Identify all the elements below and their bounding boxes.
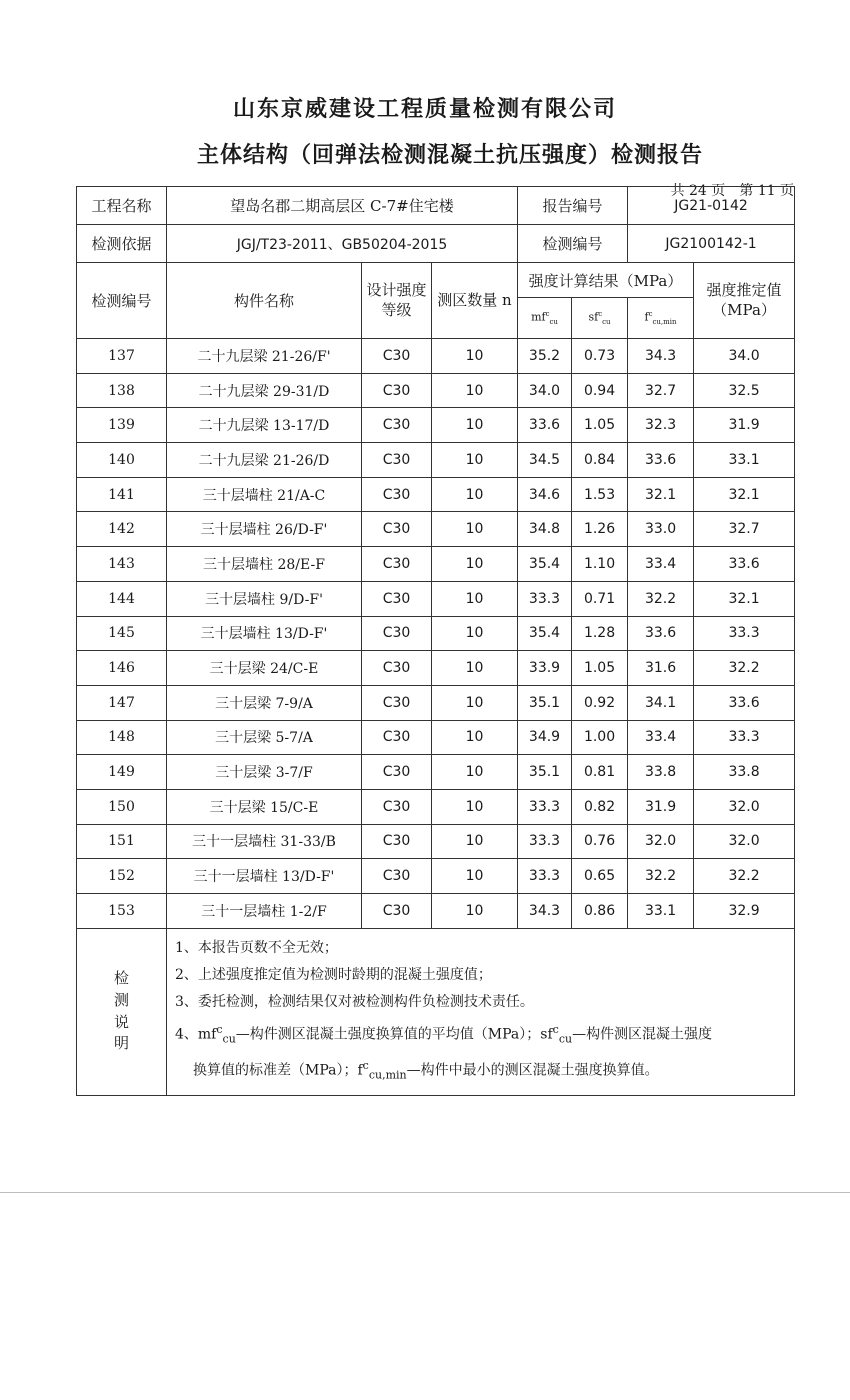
cell-sd: 0.82 bbox=[572, 789, 628, 824]
report-no-label: 报告编号 bbox=[518, 187, 628, 225]
col-header-component: 构件名称 bbox=[167, 263, 362, 339]
cell-component: 三十层梁 15/C-E bbox=[167, 789, 362, 824]
cell-estimate: 32.0 bbox=[694, 789, 795, 824]
notes-label-char: 明 bbox=[113, 1034, 129, 1053]
note-1: 1、本报告页数不全无效； bbox=[175, 939, 338, 956]
cell-estimate: 33.3 bbox=[694, 616, 795, 651]
cell-estimate: 32.0 bbox=[694, 824, 795, 859]
cell-grade: C30 bbox=[362, 339, 432, 374]
cell-min: 34.1 bbox=[628, 685, 694, 720]
cell-sd: 0.84 bbox=[572, 443, 628, 478]
report-table bbox=[76, 186, 795, 1096]
cell-zones: 10 bbox=[432, 789, 518, 824]
cell-min: 32.7 bbox=[628, 373, 694, 408]
cell-zones: 10 bbox=[432, 824, 518, 859]
cell-id: 153 bbox=[77, 894, 167, 929]
basis-label: 检测依据 bbox=[77, 225, 167, 263]
cell-component: 三十层梁 3-7/F bbox=[167, 755, 362, 790]
cell-sd: 0.76 bbox=[572, 824, 628, 859]
project-value: 望岛名郡二期高层区 C-7#住宅楼 bbox=[167, 187, 518, 225]
cell-id: 139 bbox=[77, 408, 167, 443]
cell-zones: 10 bbox=[432, 651, 518, 686]
cell-zones: 10 bbox=[432, 581, 518, 616]
note-3: 3、委托检测，检测结果仅对被检测构件负检测技术责任。 bbox=[175, 993, 534, 1010]
cell-id: 148 bbox=[77, 720, 167, 755]
table-row bbox=[77, 512, 795, 547]
notes-row bbox=[77, 928, 795, 1095]
cell-estimate: 32.1 bbox=[694, 581, 795, 616]
report-title: 主体结构（回弹法检测混凝土抗压强度）检测报告 bbox=[196, 143, 703, 168]
cell-mean: 33.3 bbox=[518, 789, 572, 824]
table-row bbox=[77, 685, 795, 720]
cell-mean: 33.3 bbox=[518, 859, 572, 894]
cell-sd: 0.94 bbox=[572, 373, 628, 408]
cell-zones: 10 bbox=[432, 408, 518, 443]
cell-min: 31.9 bbox=[628, 789, 694, 824]
meta-row-project bbox=[77, 187, 795, 225]
cell-mean: 34.5 bbox=[518, 443, 572, 478]
cell-zones: 10 bbox=[432, 755, 518, 790]
cell-sd: 0.81 bbox=[572, 755, 628, 790]
table-row bbox=[77, 859, 795, 894]
cell-component: 三十一层墙柱 31-33/B bbox=[167, 824, 362, 859]
cell-component: 三十层墙柱 28/E-F bbox=[167, 547, 362, 582]
cell-sd: 0.73 bbox=[572, 339, 628, 374]
col-header-grade: 设计强度等级 bbox=[362, 263, 432, 339]
col-header-mean: $mf^c_{cu}$ bbox=[518, 298, 572, 339]
cell-mean: 35.4 bbox=[518, 547, 572, 582]
cell-estimate: 33.8 bbox=[694, 755, 795, 790]
cell-mean: 33.3 bbox=[518, 824, 572, 859]
cell-sd: 0.86 bbox=[572, 894, 628, 929]
cell-id: 146 bbox=[77, 651, 167, 686]
cell-component: 三十层墙柱 21/A-C bbox=[167, 477, 362, 512]
cell-sd: 1.00 bbox=[572, 720, 628, 755]
basis-value: JGJ/T23-2011、GB50204-2015 bbox=[167, 225, 518, 263]
col-header-id: 检测编号 bbox=[77, 263, 167, 339]
cell-min: 32.0 bbox=[628, 824, 694, 859]
cell-zones: 10 bbox=[432, 685, 518, 720]
notes-label-char: 说 bbox=[113, 1012, 129, 1031]
cell-grade: C30 bbox=[362, 720, 432, 755]
cell-component: 三十层墙柱 26/D-F' bbox=[167, 512, 362, 547]
cell-grade: C30 bbox=[362, 894, 432, 929]
cell-grade: C30 bbox=[362, 547, 432, 582]
cell-sd: 1.05 bbox=[572, 408, 628, 443]
report-no-value: JG21-0142 bbox=[628, 187, 795, 225]
cell-zones: 10 bbox=[432, 477, 518, 512]
cell-component: 三十层墙柱 13/D-F' bbox=[167, 616, 362, 651]
test-no-label: 检测编号 bbox=[518, 225, 628, 263]
cell-grade: C30 bbox=[362, 443, 432, 478]
cell-id: 138 bbox=[77, 373, 167, 408]
project-label: 工程名称 bbox=[77, 187, 167, 225]
cell-id: 151 bbox=[77, 824, 167, 859]
col-header-zones: 测区数量 n bbox=[432, 263, 518, 339]
cell-mean: 35.1 bbox=[518, 755, 572, 790]
cell-mean: 33.3 bbox=[518, 581, 572, 616]
cell-zones: 10 bbox=[432, 373, 518, 408]
cell-zones: 10 bbox=[432, 443, 518, 478]
cell-grade: C30 bbox=[362, 859, 432, 894]
cell-sd: 0.65 bbox=[572, 859, 628, 894]
cell-zones: 10 bbox=[432, 547, 518, 582]
cell-id: 140 bbox=[77, 443, 167, 478]
note-4: 4、$mf^c_{cu}—$构件测区混凝土强度换算值的平均值（MPa）；$sf^c_{cu}—$构件测区混凝土强度 bbox=[175, 1022, 713, 1046]
cell-mean: 35.4 bbox=[518, 616, 572, 651]
cell-id: 141 bbox=[77, 477, 167, 512]
col-header-sd: $sf^c_{cu}$ bbox=[572, 298, 628, 339]
col-header-min: $f^c_{cu,min}$ bbox=[628, 298, 694, 339]
cell-id: 147 bbox=[77, 685, 167, 720]
table-row bbox=[77, 339, 795, 374]
cell-min: 33.6 bbox=[628, 443, 694, 478]
cell-mean: 33.9 bbox=[518, 651, 572, 686]
cell-mean: 34.9 bbox=[518, 720, 572, 755]
cell-sd: 0.92 bbox=[572, 685, 628, 720]
cell-grade: C30 bbox=[362, 789, 432, 824]
notes-label-char: 测 bbox=[113, 990, 129, 1009]
cell-mean: 35.2 bbox=[518, 339, 572, 374]
table-row bbox=[77, 477, 795, 512]
cell-id: 150 bbox=[77, 789, 167, 824]
cell-grade: C30 bbox=[362, 373, 432, 408]
cell-estimate: 32.7 bbox=[694, 512, 795, 547]
cell-estimate: 32.2 bbox=[694, 651, 795, 686]
cell-grade: C30 bbox=[362, 616, 432, 651]
col-header-estimate: 强度推定值（MPa） bbox=[694, 263, 795, 339]
table-row bbox=[77, 547, 795, 582]
cell-min: 33.0 bbox=[628, 512, 694, 547]
page-divider bbox=[0, 1192, 850, 1193]
header-row-1 bbox=[77, 263, 795, 298]
cell-grade: C30 bbox=[362, 581, 432, 616]
cell-id: 137 bbox=[77, 339, 167, 374]
table-row bbox=[77, 616, 795, 651]
cell-component: 二十九层梁 21-26/F' bbox=[167, 339, 362, 374]
table-row bbox=[77, 408, 795, 443]
company-name: 山东京威建设工程质量检测有限公司 bbox=[232, 97, 617, 122]
cell-component: 三十一层墙柱 13/D-F' bbox=[167, 859, 362, 894]
cell-component: 三十层梁 7-9/A bbox=[167, 685, 362, 720]
table-row bbox=[77, 755, 795, 790]
cell-min: 32.2 bbox=[628, 581, 694, 616]
cell-min: 33.1 bbox=[628, 894, 694, 929]
cell-zones: 10 bbox=[432, 339, 518, 374]
cell-sd: 1.28 bbox=[572, 616, 628, 651]
cell-grade: C30 bbox=[362, 477, 432, 512]
cell-min: 33.8 bbox=[628, 755, 694, 790]
cell-zones: 10 bbox=[432, 894, 518, 929]
cell-component: 三十层墙柱 9/D-F' bbox=[167, 581, 362, 616]
cell-zones: 10 bbox=[432, 512, 518, 547]
table-row bbox=[77, 443, 795, 478]
cell-min: 33.4 bbox=[628, 720, 694, 755]
current-page: 第 11 页 bbox=[739, 183, 794, 199]
cell-id: 149 bbox=[77, 755, 167, 790]
cell-estimate: 32.2 bbox=[694, 859, 795, 894]
table-row bbox=[77, 720, 795, 755]
cell-grade: C30 bbox=[362, 651, 432, 686]
notes-content bbox=[167, 928, 795, 1095]
table-row bbox=[77, 789, 795, 824]
cell-estimate: 33.6 bbox=[694, 685, 795, 720]
table-row bbox=[77, 373, 795, 408]
test-no-value: JG2100142-1 bbox=[628, 225, 795, 263]
total-pages: 共 24 页 bbox=[670, 183, 726, 199]
notes-label bbox=[77, 928, 167, 1095]
cell-min: 32.2 bbox=[628, 859, 694, 894]
cell-grade: C30 bbox=[362, 755, 432, 790]
cell-min: 33.6 bbox=[628, 616, 694, 651]
cell-estimate: 34.0 bbox=[694, 339, 795, 374]
cell-component: 三十层梁 24/C-E bbox=[167, 651, 362, 686]
cell-id: 143 bbox=[77, 547, 167, 582]
cell-estimate: 32.1 bbox=[694, 477, 795, 512]
cell-estimate: 32.5 bbox=[694, 373, 795, 408]
note-2: 2、上述强度推定值为检测时龄期的混凝土强度值； bbox=[175, 966, 492, 983]
cell-id: 145 bbox=[77, 616, 167, 651]
cell-estimate: 33.6 bbox=[694, 547, 795, 582]
cell-sd: 1.53 bbox=[572, 477, 628, 512]
cell-id: 142 bbox=[77, 512, 167, 547]
table-row bbox=[77, 581, 795, 616]
cell-grade: C30 bbox=[362, 512, 432, 547]
cell-zones: 10 bbox=[432, 720, 518, 755]
cell-mean: 35.1 bbox=[518, 685, 572, 720]
note-4-cont: 换算值的标准差（MPa）；$f^c_{cu,min}—$构件中最小的测区混凝土强度换算值。 bbox=[193, 1059, 659, 1082]
cell-grade: C30 bbox=[362, 824, 432, 859]
cell-estimate: 32.9 bbox=[694, 894, 795, 929]
cell-mean: 34.0 bbox=[518, 373, 572, 408]
cell-grade: C30 bbox=[362, 685, 432, 720]
table-row bbox=[77, 651, 795, 686]
cell-min: 31.6 bbox=[628, 651, 694, 686]
cell-component: 二十九层梁 29-31/D bbox=[167, 373, 362, 408]
meta-row-basis bbox=[77, 225, 795, 263]
cell-zones: 10 bbox=[432, 616, 518, 651]
notes-label-char: 检 bbox=[113, 969, 129, 988]
cell-mean: 34.6 bbox=[518, 477, 572, 512]
cell-zones: 10 bbox=[432, 859, 518, 894]
table-row bbox=[77, 824, 795, 859]
cell-estimate: 33.1 bbox=[694, 443, 795, 478]
cell-id: 144 bbox=[77, 581, 167, 616]
cell-component: 三十一层墙柱 1-2/F bbox=[167, 894, 362, 929]
cell-mean: 34.8 bbox=[518, 512, 572, 547]
cell-estimate: 31.9 bbox=[694, 408, 795, 443]
cell-id: 152 bbox=[77, 859, 167, 894]
col-header-calc-group: 强度计算结果（MPa） bbox=[518, 263, 694, 298]
table-row bbox=[77, 894, 795, 929]
cell-sd: 0.71 bbox=[572, 581, 628, 616]
cell-min: 32.3 bbox=[628, 408, 694, 443]
cell-component: 二十九层梁 21-26/D bbox=[167, 443, 362, 478]
cell-mean: 34.3 bbox=[518, 894, 572, 929]
cell-estimate: 33.3 bbox=[694, 720, 795, 755]
cell-min: 32.1 bbox=[628, 477, 694, 512]
cell-sd: 1.05 bbox=[572, 651, 628, 686]
cell-sd: 1.26 bbox=[572, 512, 628, 547]
cell-component: 二十九层梁 13-17/D bbox=[167, 408, 362, 443]
cell-min: 34.3 bbox=[628, 339, 694, 374]
cell-component: 三十层梁 5-7/A bbox=[167, 720, 362, 755]
cell-min: 33.4 bbox=[628, 547, 694, 582]
cell-grade: C30 bbox=[362, 408, 432, 443]
cell-mean: 33.6 bbox=[518, 408, 572, 443]
cell-sd: 1.10 bbox=[572, 547, 628, 582]
